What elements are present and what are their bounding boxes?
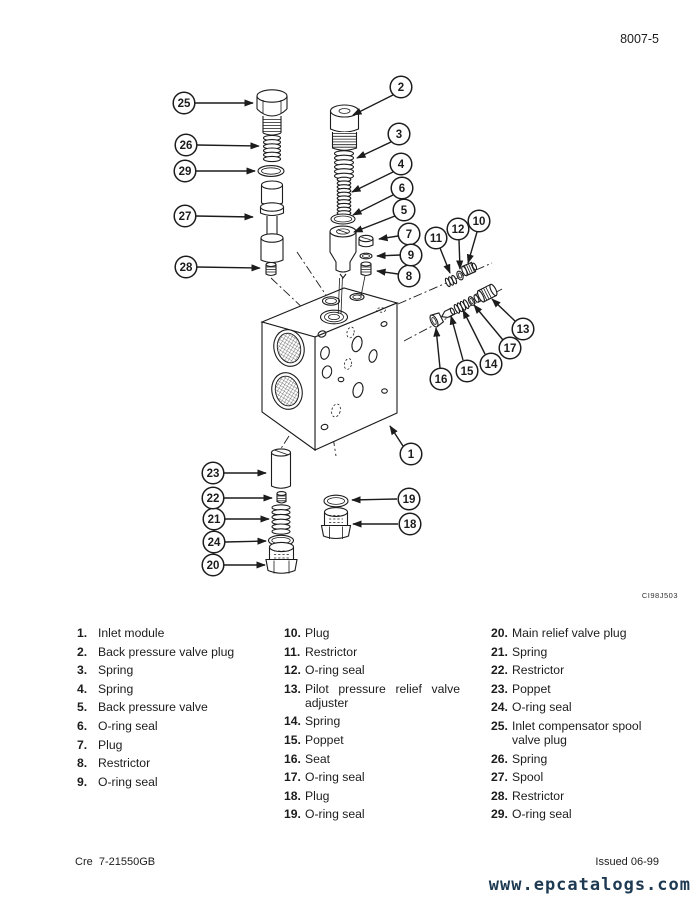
part-label: Pilot pressure relief valve adjuster bbox=[305, 681, 460, 710]
list-item bbox=[491, 719, 654, 747]
part-label: O-ring seal bbox=[512, 807, 572, 822]
list-item bbox=[284, 752, 460, 766]
part-number: 25. bbox=[491, 718, 508, 733]
list-item bbox=[284, 770, 460, 784]
list-item bbox=[77, 738, 277, 752]
callout-25 bbox=[173, 92, 195, 114]
part-number: 19. bbox=[284, 807, 301, 822]
part-label: Spring bbox=[98, 663, 134, 678]
list-item bbox=[77, 719, 277, 733]
callout-21 bbox=[203, 508, 225, 530]
callout-28 bbox=[175, 256, 197, 278]
part-6-oring-drawing bbox=[331, 214, 355, 224]
part-label: Spring bbox=[305, 714, 341, 729]
callout-13 bbox=[512, 318, 534, 340]
callout-27 bbox=[174, 205, 196, 227]
part-26-spring-drawing bbox=[264, 135, 281, 161]
callout-25-number: 25 bbox=[177, 98, 191, 111]
callout-11 bbox=[425, 227, 447, 249]
part-number: 20. bbox=[491, 626, 508, 640]
parts-list-column-2 bbox=[284, 626, 460, 826]
part-number: 16. bbox=[284, 751, 301, 766]
callout-27-number: 27 bbox=[178, 211, 192, 224]
part-number: 23. bbox=[491, 681, 508, 696]
part-11-restrictor-drawing bbox=[444, 275, 457, 287]
part-2-plug-drawing bbox=[331, 105, 359, 150]
list-item bbox=[77, 756, 277, 770]
part-number: 27. bbox=[491, 770, 508, 785]
callout-20 bbox=[202, 554, 224, 576]
list-item bbox=[284, 663, 460, 677]
part-15-poppet-drawing bbox=[440, 307, 455, 319]
callout-2-number: 2 bbox=[397, 82, 405, 95]
part-7-plug-drawing bbox=[359, 235, 373, 246]
part-label: O-ring seal bbox=[98, 774, 158, 789]
callout-17 bbox=[499, 337, 521, 359]
callout-19-number: 19 bbox=[402, 494, 416, 507]
list-item bbox=[77, 700, 277, 714]
part-4-spring-drawing bbox=[337, 177, 351, 215]
part-number: 17. bbox=[284, 770, 301, 785]
callout-22 bbox=[202, 487, 224, 509]
parts-list bbox=[0, 626, 696, 836]
callout-26-number: 26 bbox=[179, 140, 193, 153]
callout-7-number: 7 bbox=[405, 229, 413, 242]
callout-19 bbox=[398, 488, 420, 510]
part-number: 2. bbox=[77, 644, 88, 659]
list-item bbox=[491, 789, 654, 803]
part-label: Restrictor bbox=[305, 644, 358, 659]
callout-29-number: 29 bbox=[178, 166, 192, 179]
callout-14-number: 14 bbox=[484, 359, 498, 372]
part-label: Main relief valve plug bbox=[512, 626, 627, 640]
part-1-inlet-module-block bbox=[262, 288, 397, 450]
part-label: Back pressure valve plug bbox=[98, 644, 235, 659]
callout-18-number: 18 bbox=[403, 519, 417, 532]
part-label: Plug bbox=[98, 737, 123, 752]
part-22-restrictor-drawing bbox=[277, 492, 286, 503]
callout-24-number: 24 bbox=[207, 537, 221, 550]
list-item bbox=[77, 645, 277, 659]
part-number: 18. bbox=[284, 788, 301, 803]
part-18-plug-drawing bbox=[322, 508, 351, 539]
part-number: 10. bbox=[284, 626, 301, 640]
part-number: 22. bbox=[491, 663, 508, 678]
page-number: 8007-5 bbox=[620, 32, 659, 46]
callout-9-number: 9 bbox=[407, 250, 415, 263]
part-number: 26. bbox=[491, 751, 508, 766]
list-item bbox=[491, 807, 654, 821]
callout-28-number: 28 bbox=[179, 262, 193, 275]
list-item bbox=[491, 645, 654, 659]
callout-16-number: 16 bbox=[434, 374, 448, 387]
list-item bbox=[284, 682, 460, 710]
list-item bbox=[491, 752, 654, 766]
callout-5 bbox=[393, 199, 415, 221]
part-label: Spring bbox=[98, 681, 134, 696]
list-item bbox=[491, 700, 654, 714]
callout-20-number: 20 bbox=[206, 560, 220, 573]
part-label: Spool bbox=[512, 770, 544, 785]
part-number: 29. bbox=[491, 807, 508, 822]
issue-date: Issued 06-99 bbox=[595, 856, 659, 868]
list-item bbox=[77, 663, 277, 677]
callout-13-number: 13 bbox=[516, 324, 530, 337]
part-23-poppet-drawing bbox=[272, 449, 291, 488]
callout-29 bbox=[174, 160, 196, 182]
list-item bbox=[284, 626, 460, 640]
part-number: 8. bbox=[77, 756, 88, 771]
callout-26 bbox=[175, 134, 197, 156]
part-number: 21. bbox=[491, 644, 508, 659]
list-item bbox=[284, 789, 460, 803]
list-item bbox=[284, 807, 460, 821]
part-16-seat-drawing bbox=[428, 312, 444, 329]
part-number: 6. bbox=[77, 718, 88, 733]
part-8-restrictor-drawing bbox=[361, 262, 371, 296]
part-21-spring-drawing bbox=[272, 505, 290, 534]
part-label: O-ring seal bbox=[305, 663, 365, 678]
figure-code: CI98J503 bbox=[641, 591, 678, 600]
part-number: 1. bbox=[77, 626, 88, 640]
list-item bbox=[284, 645, 460, 659]
part-label: Poppet bbox=[512, 681, 551, 696]
callout-10 bbox=[468, 210, 490, 232]
part-label: Restrictor bbox=[98, 756, 151, 771]
part-number: 28. bbox=[491, 788, 508, 803]
part-label: Inlet module bbox=[98, 626, 165, 640]
callout-23-number: 23 bbox=[206, 468, 220, 481]
callout-3-number: 3 bbox=[395, 129, 403, 142]
list-item bbox=[284, 714, 460, 728]
part-label: O-ring seal bbox=[305, 807, 365, 822]
part-number: 3. bbox=[77, 663, 88, 678]
list-item bbox=[77, 626, 277, 640]
part-27-spool-drawing bbox=[261, 181, 284, 263]
callout-15 bbox=[456, 360, 478, 382]
part-number: 13. bbox=[284, 681, 301, 696]
part-3-spring-drawing bbox=[335, 151, 354, 179]
callout-4-number: 4 bbox=[397, 159, 405, 172]
part-number: 12. bbox=[284, 663, 301, 678]
part-label: Restrictor bbox=[512, 663, 565, 678]
part-number: 11. bbox=[284, 644, 301, 659]
callout-11-number: 11 bbox=[429, 233, 443, 246]
part-label: Restrictor bbox=[512, 788, 565, 803]
callout-10-number: 10 bbox=[472, 216, 486, 229]
part-label: Plug bbox=[305, 626, 330, 640]
callout-4 bbox=[390, 153, 412, 175]
callout-17-number: 17 bbox=[503, 343, 517, 356]
list-item bbox=[491, 663, 654, 677]
part-label: O-ring seal bbox=[305, 770, 365, 785]
callout-23 bbox=[202, 462, 224, 484]
list-item bbox=[491, 682, 654, 696]
part-label: Spring bbox=[512, 644, 548, 659]
callout-1-number: 1 bbox=[407, 449, 415, 462]
part-label: Back pressure valve bbox=[98, 700, 208, 715]
callout-6-number: 6 bbox=[398, 183, 406, 196]
callout-8 bbox=[398, 265, 420, 287]
parts-list-column-3 bbox=[491, 626, 654, 826]
callout-12 bbox=[447, 218, 469, 240]
callout-7 bbox=[398, 223, 420, 245]
part-number: 4. bbox=[77, 681, 88, 696]
callout-14 bbox=[480, 353, 502, 375]
parts-list-column-1 bbox=[77, 626, 277, 793]
callout-6 bbox=[391, 177, 413, 199]
callout-5-number: 5 bbox=[400, 205, 408, 218]
part-28-restrictor-drawing bbox=[266, 263, 276, 276]
part-number: 24. bbox=[491, 700, 508, 715]
part-number: 15. bbox=[284, 732, 301, 747]
callout-24 bbox=[203, 531, 225, 553]
callout-22-number: 22 bbox=[206, 493, 220, 506]
document-code: Cre 7-21550GB bbox=[75, 856, 156, 868]
part-25-plug-drawing bbox=[257, 90, 287, 135]
callout-2 bbox=[390, 76, 412, 98]
list-item bbox=[491, 770, 654, 784]
part-label: Poppet bbox=[305, 732, 344, 747]
part-number: 5. bbox=[77, 700, 88, 715]
callout-8-number: 8 bbox=[405, 271, 413, 284]
part-10-plug-drawing bbox=[461, 261, 478, 276]
part-label: Plug bbox=[305, 788, 330, 803]
callout-3 bbox=[388, 123, 410, 145]
part-14-spring-drawing bbox=[453, 299, 470, 314]
watermark-url: www.epcatalogs.com bbox=[488, 875, 691, 895]
part-label: O-ring seal bbox=[512, 700, 572, 715]
part-20-plug-drawing bbox=[266, 542, 297, 573]
part-number: 9. bbox=[77, 774, 88, 789]
part-number: 7. bbox=[77, 737, 88, 752]
callout-16 bbox=[430, 368, 452, 390]
callout-15-number: 15 bbox=[460, 366, 474, 379]
callout-21-number: 21 bbox=[207, 514, 221, 527]
part-9-oring-drawing bbox=[360, 253, 372, 259]
callout-18 bbox=[399, 513, 421, 535]
list-item bbox=[491, 626, 654, 640]
part-label: Spring bbox=[512, 751, 548, 766]
callout-12-number: 12 bbox=[451, 224, 465, 237]
list-item bbox=[284, 733, 460, 747]
part-label: Inlet compensator spool valve plug bbox=[512, 718, 642, 747]
part-19-oring-drawing bbox=[324, 495, 348, 507]
part-label: Seat bbox=[305, 751, 331, 766]
callout-9 bbox=[400, 244, 422, 266]
part-number: 14. bbox=[284, 714, 301, 729]
list-item bbox=[77, 682, 277, 696]
list-item bbox=[77, 775, 277, 789]
part-29-oring-drawing bbox=[258, 166, 284, 177]
part-label: O-ring seal bbox=[98, 718, 158, 733]
callout-1 bbox=[400, 443, 422, 465]
